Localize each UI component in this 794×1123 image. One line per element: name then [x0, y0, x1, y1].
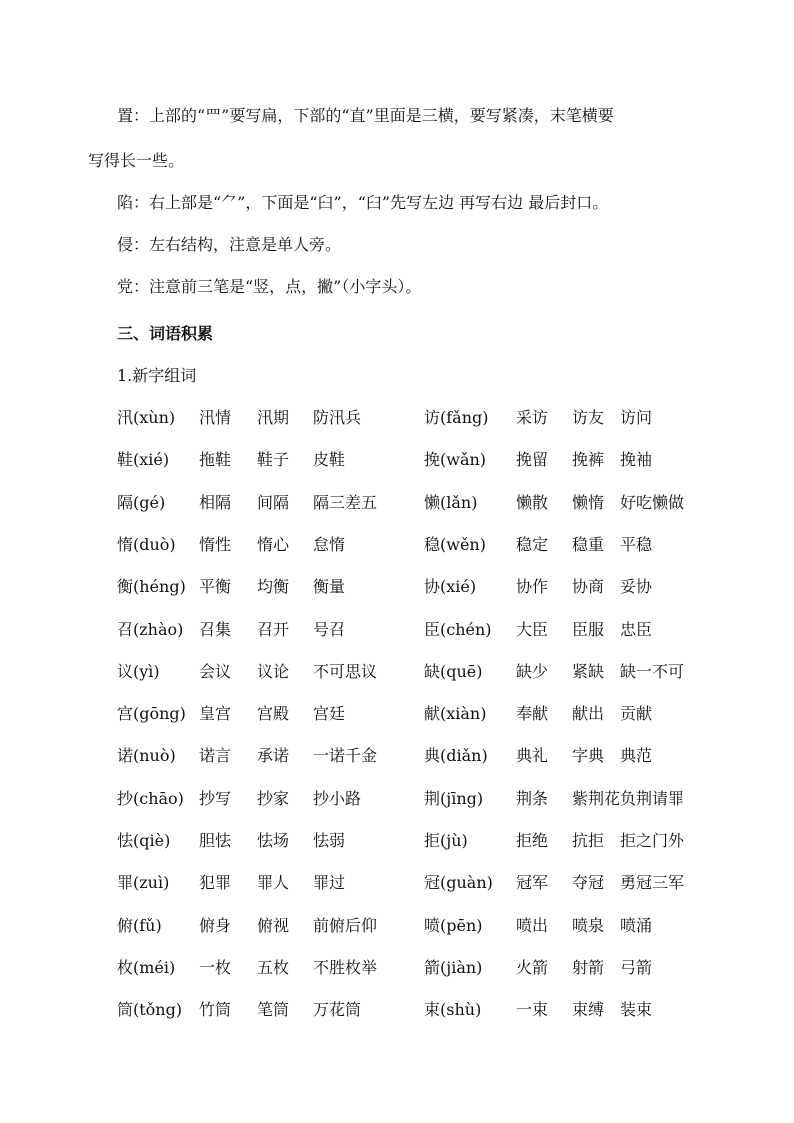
- vocab-char: 衡(héng): [117, 577, 186, 596]
- vocab-word: 负荆请罪: [620, 789, 685, 808]
- vocab-char: 隔(gé): [117, 493, 166, 512]
- vocab-word: 好吃懒做: [620, 493, 685, 512]
- vocab-word: 汛期: [257, 408, 290, 427]
- vocab-word: 荆条: [516, 789, 549, 808]
- vocab-word: 抗拒: [572, 831, 605, 850]
- vocab-word: 协商: [572, 577, 605, 596]
- vocab-word: 怠惰: [313, 535, 346, 554]
- vocab-word: 拒之门外: [620, 831, 685, 850]
- vocab-char: 诺(nuò): [117, 746, 176, 765]
- vocab-word: 皇宫: [199, 704, 232, 723]
- vocab-word: 懒惰: [572, 493, 605, 512]
- vocab-word: 怯弱: [313, 831, 346, 850]
- vocab-word: 鞋子: [257, 450, 290, 469]
- vocab-word: 惰心: [257, 535, 290, 554]
- vocab-word: 俯视: [257, 916, 290, 935]
- vocab-word: 五枚: [257, 958, 290, 977]
- vocab-word: 大臣: [516, 620, 549, 639]
- vocab-char: 罪(zuì): [117, 873, 170, 892]
- note-zhi-line-2: 写得长一些。: [88, 151, 185, 170]
- vocab-word: 忠臣: [620, 620, 653, 639]
- vocab-word: 罪人: [257, 873, 290, 892]
- vocab-char: 挽(wǎn): [424, 450, 487, 469]
- vocab-word: 万花筒: [313, 1000, 362, 1019]
- vocab-word: 皮鞋: [313, 450, 346, 469]
- vocab-word: 宫殿: [257, 704, 290, 723]
- vocab-word: 间隔: [257, 493, 290, 512]
- vocab-char: 枚(méi): [117, 958, 176, 977]
- vocab-char: 拒(jù): [424, 831, 468, 850]
- vocab-word: 协作: [516, 577, 549, 596]
- vocab-word: 典礼: [516, 746, 549, 765]
- vocab-word: 防汛兵: [313, 408, 362, 427]
- vocab-word: 射箭: [572, 958, 605, 977]
- vocab-char: 箭(jiàn): [424, 958, 483, 977]
- vocab-char: 访(fǎng): [424, 408, 489, 427]
- vocab-word: 拖鞋: [199, 450, 232, 469]
- vocab-word: 火箭: [516, 958, 549, 977]
- vocab-word: 拒绝: [516, 831, 549, 850]
- note-xian: 陷：右上部是“⺈”，下面是“臼”，“臼”先写左边 再写右边 最后封口。: [117, 193, 609, 212]
- vocab-char: 召(zhào): [117, 620, 184, 639]
- vocab-word: 汛情: [199, 408, 232, 427]
- vocab-word: 衡量: [313, 577, 346, 596]
- vocab-word: 抄小路: [313, 789, 362, 808]
- vocab-word: 一枚: [199, 958, 232, 977]
- vocab-word: 抄家: [257, 789, 290, 808]
- vocab-word: 平衡: [199, 577, 232, 596]
- vocab-word: 俯身: [199, 916, 232, 935]
- vocab-word: 前俯后仰: [313, 916, 378, 935]
- vocab-char: 喷(pēn): [424, 916, 483, 935]
- vocab-word: 懒散: [516, 493, 549, 512]
- vocab-word: 惰性: [199, 535, 232, 554]
- vocab-char: 束(shù): [424, 1000, 482, 1019]
- vocab-word: 竹筒: [199, 1000, 232, 1019]
- vocab-word: 喷涌: [620, 916, 653, 935]
- vocab-word: 罪过: [313, 873, 346, 892]
- vocab-char: 抄(chāo): [117, 789, 184, 808]
- vocab-word: 宫廷: [313, 704, 346, 723]
- vocab-word: 挽留: [516, 450, 549, 469]
- note-dang: 党：注意前三笔是“竖，点，撇”（小字头）。: [117, 277, 422, 296]
- vocab-word: 不可思议: [313, 662, 378, 681]
- vocab-word: 献出: [572, 704, 605, 723]
- vocab-word: 一束: [516, 1000, 549, 1019]
- vocab-char: 议(yì): [117, 662, 160, 681]
- vocab-word: 缺少: [516, 662, 549, 681]
- vocab-word: 承诺: [257, 746, 290, 765]
- vocab-word: 字典: [572, 746, 605, 765]
- vocab-char: 稳(wěn): [424, 535, 486, 554]
- note-zhi-line-1: 置：上部的“罒”要写扁，下部的“直”里面是三横，要写紧凑，末笔横要: [117, 106, 614, 125]
- note-qin: 侵：左右结构，注意是单人旁。: [117, 235, 342, 254]
- vocab-word: 夺冠: [572, 873, 605, 892]
- vocab-word: 诺言: [199, 746, 232, 765]
- vocab-word: 稳定: [516, 535, 549, 554]
- vocab-word: 束缚: [572, 1000, 605, 1019]
- section-title: 三、词语积累: [117, 324, 214, 343]
- vocab-word: 召开: [257, 620, 290, 639]
- vocab-char: 冠(guàn): [424, 873, 493, 892]
- vocab-char: 典(diǎn): [424, 746, 488, 765]
- vocab-char: 汛(xùn): [117, 408, 176, 427]
- vocab-char: 献(xiàn): [424, 704, 487, 723]
- vocab-word: 稳重: [572, 535, 605, 554]
- vocab-char: 惰(duò): [117, 535, 176, 554]
- vocab-word: 喷泉: [572, 916, 605, 935]
- vocab-word: 臣服: [572, 620, 605, 639]
- vocab-word: 典范: [620, 746, 653, 765]
- vocab-word: 妥协: [620, 577, 653, 596]
- sub-title: 1.新字组词: [117, 366, 197, 385]
- vocab-word: 犯罪: [199, 873, 232, 892]
- vocab-word: 怯场: [257, 831, 290, 850]
- vocab-char: 协(xié): [424, 577, 477, 596]
- vocab-char: 臣(chén): [424, 620, 492, 639]
- vocab-word: 冠军: [516, 873, 549, 892]
- vocab-word: 召集: [199, 620, 232, 639]
- vocab-char: 筒(tǒng): [117, 1000, 183, 1019]
- vocab-word: 紫荆花: [572, 789, 621, 808]
- vocab-char: 缺(quē): [424, 662, 483, 681]
- vocab-word: 奉献: [516, 704, 549, 723]
- vocab-word: 采访: [516, 408, 549, 427]
- vocab-word: 胆怯: [199, 831, 232, 850]
- vocab-word: 笔筒: [257, 1000, 290, 1019]
- vocab-char: 怯(qiè): [117, 831, 171, 850]
- vocab-word: 贡献: [620, 704, 653, 723]
- vocab-word: 挽袖: [620, 450, 653, 469]
- vocab-word: 不胜枚举: [313, 958, 378, 977]
- vocab-char: 俯(fǔ): [117, 916, 162, 935]
- vocab-word: 相隔: [199, 493, 232, 512]
- vocab-char: 懒(lǎn): [424, 493, 478, 512]
- vocab-word: 会议: [199, 662, 232, 681]
- vocab-word: 弓箭: [620, 958, 653, 977]
- vocab-word: 访友: [572, 408, 605, 427]
- vocab-char: 宫(gōng): [117, 704, 186, 723]
- vocab-word: 缺一不可: [620, 662, 685, 681]
- vocab-char: 荆(jīng): [424, 789, 484, 808]
- vocab-word: 紧缺: [572, 662, 605, 681]
- vocab-word: 喷出: [516, 916, 549, 935]
- vocab-word: 装束: [620, 1000, 653, 1019]
- vocab-char: 鞋(xié): [117, 450, 170, 469]
- vocab-word: 隔三差五: [313, 493, 378, 512]
- vocab-word: 号召: [313, 620, 346, 639]
- vocab-word: 平稳: [620, 535, 653, 554]
- vocab-word: 抄写: [199, 789, 232, 808]
- vocab-word: 访问: [620, 408, 653, 427]
- vocab-word: 议论: [257, 662, 290, 681]
- vocab-word: 均衡: [257, 577, 290, 596]
- vocab-word: 一诺千金: [313, 746, 378, 765]
- vocab-word: 挽裤: [572, 450, 605, 469]
- vocab-word: 勇冠三军: [620, 873, 685, 892]
